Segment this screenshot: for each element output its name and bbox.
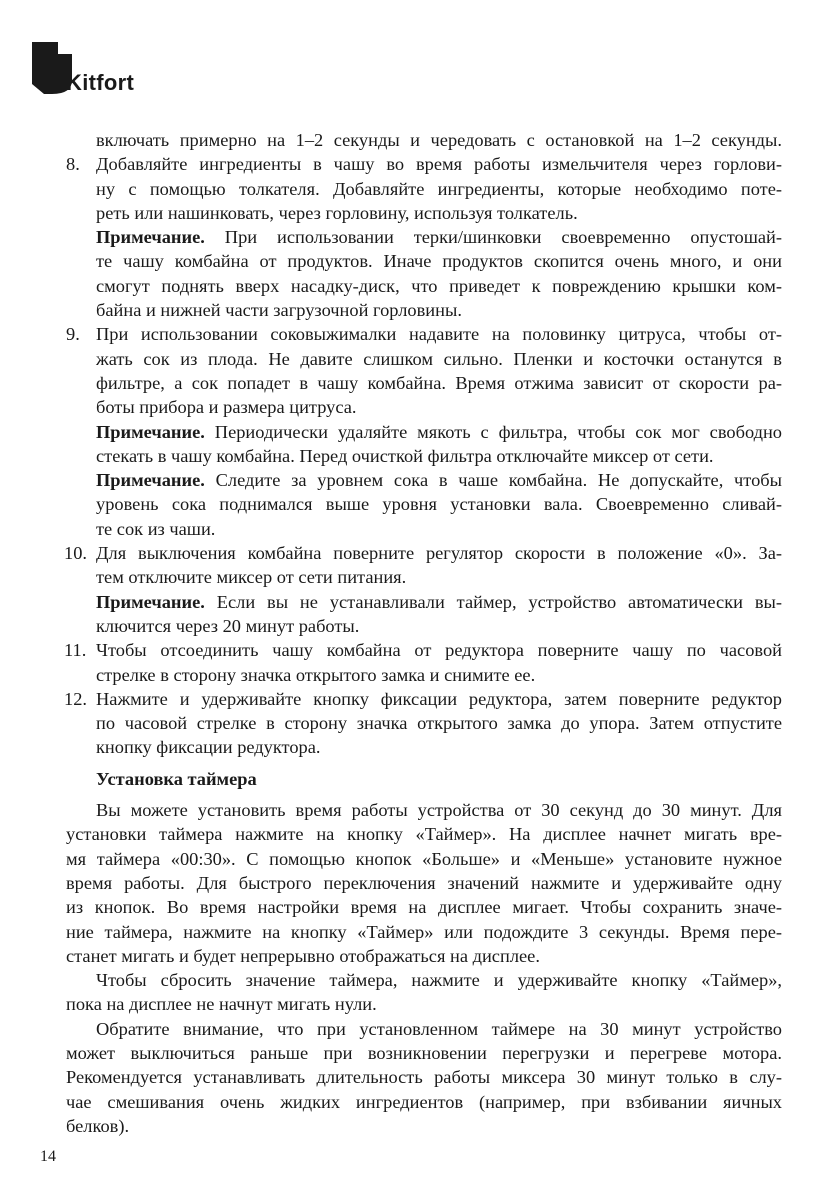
paragraph-line: Обратите внимание, что при установленном таймере на 30 минут устройство xyxy=(96,1018,782,1039)
step-line: фильтре, а сок попадет в чашу комбайна. Время отжима зависит от скорости ра- xyxy=(96,372,782,393)
note-line: Примечание. Периодически удаляйте мякоть с фильтра, чтобы сок мог свободно xyxy=(96,421,782,442)
step-text: Чтобы отсоединить чашу комбайна от редуктора поверните чашу по часовой xyxy=(96,640,782,661)
note-line: те сок из чаши. xyxy=(96,518,216,539)
instruction-step xyxy=(66,152,782,322)
note-line: стекать в чашу комбайна. Перед очисткой фильтра отключайте миксер от сети. xyxy=(96,445,714,466)
step-number: 8. xyxy=(66,154,80,175)
step-line: кнопку фиксации редуктора. xyxy=(96,737,321,758)
body-paragraph xyxy=(66,968,782,1017)
step-text: Нажмите и удерживайте кнопку фиксации редуктора, затем поверните редуктор xyxy=(96,688,782,709)
paragraph-line: Вы можете установить время работы устройства от 30 секунд до 30 минут. Для xyxy=(96,800,782,821)
paragraph-line: время работы. Для быстрого переключения значений нажмите и удерживайте одну xyxy=(66,872,782,893)
paragraph-line: станет мигать и будет непрерывно отображаться на дисплее. xyxy=(66,945,540,966)
paragraph-line: чае смешивания очень жидких ингредиентов (например, при взбивании яичных xyxy=(66,1091,782,1112)
instruction-step xyxy=(66,687,782,760)
note-line: Примечание. При использовании терки/шинковки своевременно опустошай- xyxy=(96,227,782,248)
step-text: Для выключения комбайна поверните регулятор скорости в положение «0». За- xyxy=(96,543,782,564)
step-line: стрелке в сторону значка открытого замка и снимите ее. xyxy=(96,664,536,685)
step-line xyxy=(66,322,782,346)
note-line: Примечание. Если вы не устанавливали таймер, устройство автоматически вы- xyxy=(96,591,782,612)
step-text: При использовании соковыжималки надавите на половинку цитруса, чтобы от- xyxy=(96,324,782,345)
step-number: 10. xyxy=(64,543,87,564)
paragraph-line: может выключиться раньше при возникновении перегрузки и перегреве мотора. xyxy=(66,1042,782,1063)
step-text: Добавляйте ингредиенты в чашу во время работы измельчителя через горлови- xyxy=(96,154,782,175)
paragraph-line: Чтобы сбросить значение таймера, нажмите и удерживайте кнопку «Таймер», xyxy=(96,970,782,991)
step-line: ну с помощью толкателя. Добавляйте ингредиенты, которые необходимо поте- xyxy=(96,178,782,199)
step-line: реть или нашинковать, через горловину, используя толкатель. xyxy=(96,202,578,223)
step-line xyxy=(66,152,782,176)
note-line: байна и нижней части загрузочной горловины. xyxy=(96,300,462,321)
instruction-step xyxy=(66,541,782,638)
note-line: смогут поднять вверх насадку-диск, что приведет к повреждению крышки ком- xyxy=(96,275,782,296)
paragraph-line: белков). xyxy=(66,1115,130,1136)
note-label: Примечание. xyxy=(96,591,205,612)
step-number: 9. xyxy=(66,324,80,345)
paragraph-line: мя таймера «00:30». С помощью кнопок «Больше» и «Меньше» установите нужное xyxy=(66,848,782,869)
continued-text-line: включать примерно на 1–2 секунды и чередовать с остановкой на 1–2 секунды. xyxy=(96,130,782,150)
note-label: Примечание. xyxy=(96,227,205,248)
step-line: по часовой стрелке в сторону значка открытого замка до упора. Затем отпустите xyxy=(96,713,782,734)
step-number: 12. xyxy=(64,688,87,709)
body-paragraph xyxy=(66,798,782,968)
instruction-step xyxy=(66,638,782,687)
page-number: 14 xyxy=(40,1148,56,1165)
step-line: тем отключите миксер от сети питания. xyxy=(96,567,407,588)
step-number: 11. xyxy=(64,640,87,661)
step-line xyxy=(66,687,782,711)
section-heading: Установка таймера xyxy=(96,768,257,789)
brand-logo xyxy=(32,42,172,98)
instruction-step xyxy=(66,322,782,541)
paragraph-line: установки таймера нажмите на кнопку «Таймер». На дисплее начнет мигать вре- xyxy=(66,824,782,845)
note-line: те чашу комбайна от продуктов. Иначе продуктов скопится очень много, и они xyxy=(96,251,782,272)
paragraph-line: ние таймера, нажмите на кнопку «Таймер» или подождите 3 секунды. Время пере- xyxy=(66,921,782,942)
paragraph-line: пока на дисплее не начнут мигать нули. xyxy=(66,994,377,1015)
step-line: боты прибора и размера цитруса. xyxy=(96,397,357,418)
paragraph-line: из кнопок. Во время настройки время на дисплее мигает. Чтобы сохранить значе- xyxy=(66,897,782,918)
note-line: уровень сока поднимался выше уровня установки вала. Своевременно сливай- xyxy=(96,494,782,515)
body-paragraph xyxy=(66,1017,782,1138)
note-line: Примечание. Следите за уровнем сока в чаше комбайна. Не допускайте, чтобы xyxy=(96,470,782,491)
step-line xyxy=(66,638,782,662)
note-label: Примечание. xyxy=(96,470,205,491)
step-line xyxy=(66,541,782,565)
paragraph-line: Рекомендуется устанавливать длительность работы миксера 30 минут только в слу- xyxy=(66,1067,782,1088)
step-line: жать сок из плода. Не давите слишком сильно. Пленки и косточки останутся в xyxy=(96,348,782,369)
note-label: Примечание. xyxy=(96,421,205,442)
page-body xyxy=(66,128,782,1138)
note-line: ключится через 20 минут работы. xyxy=(96,615,360,636)
brand-name: Kitfort xyxy=(66,70,135,95)
